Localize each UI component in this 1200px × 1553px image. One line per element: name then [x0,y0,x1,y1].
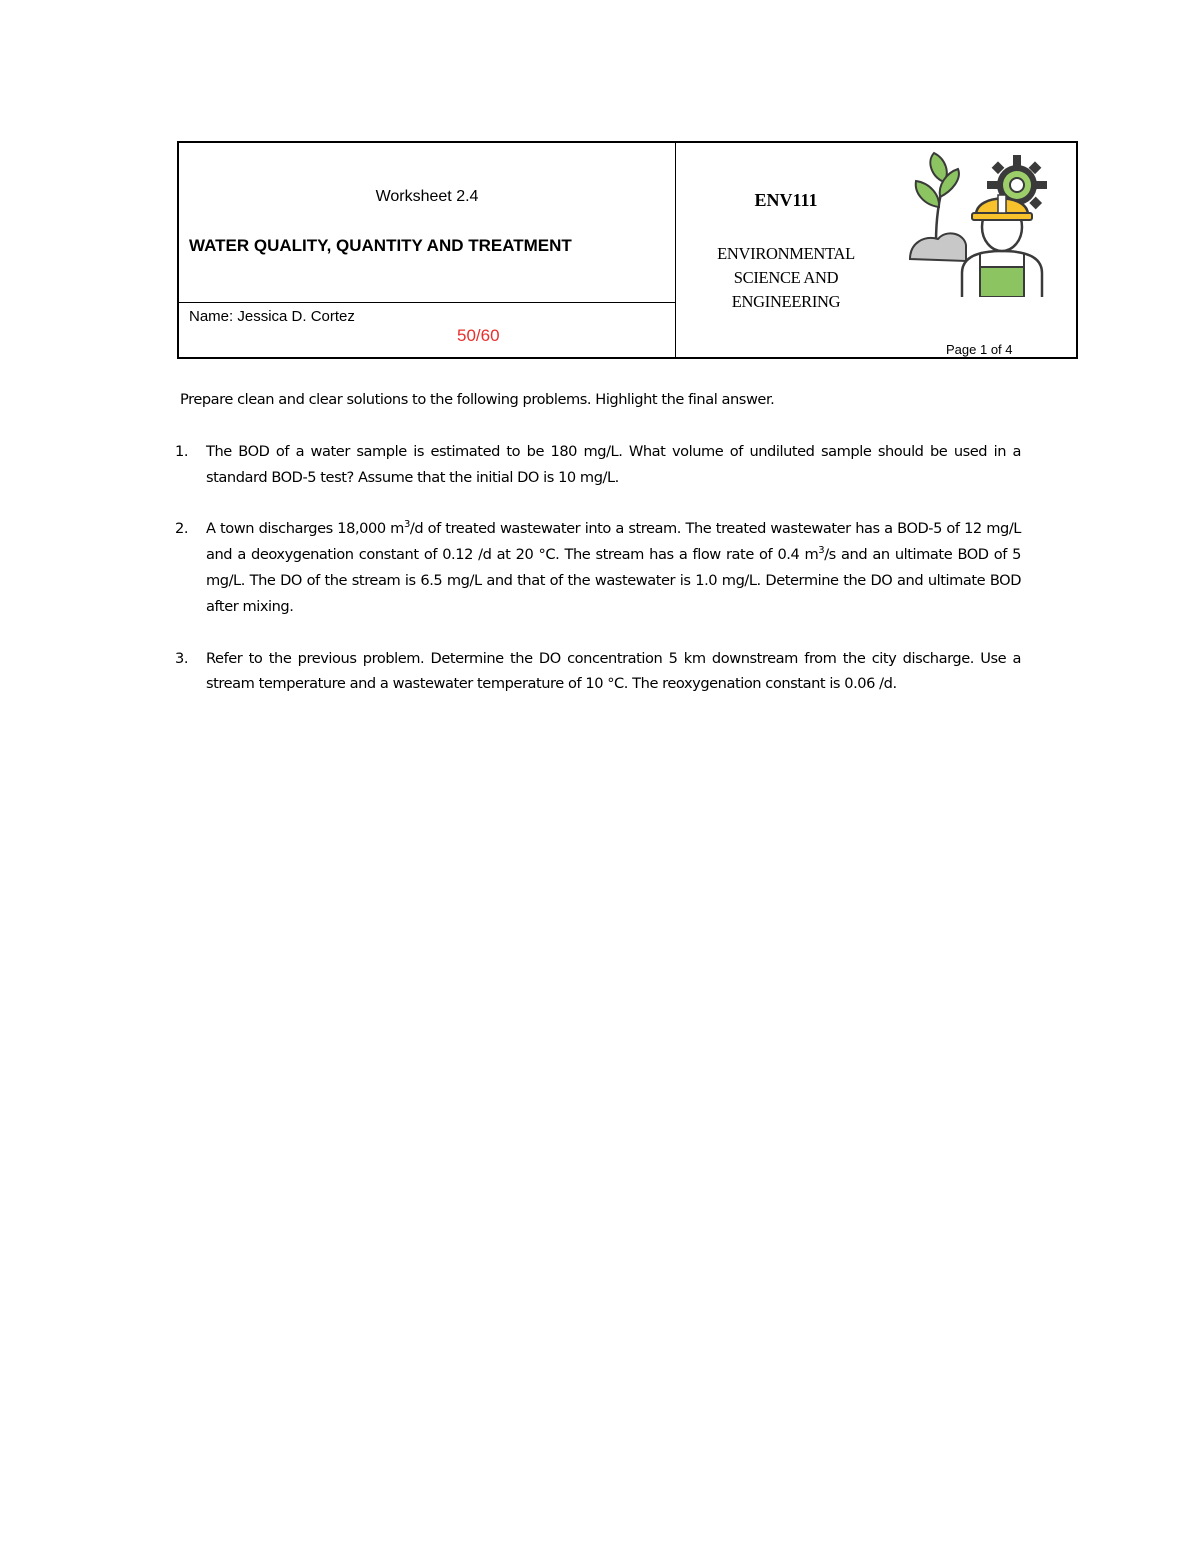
superscript: 3 [818,545,825,557]
problem-number: 2. [175,520,189,538]
score: 50/60 [457,326,500,345]
problem-text-part: A town discharges 18,000 m [206,520,404,538]
page-label: Page 1 of 4 [946,342,1013,357]
student-name: Name: Jessica D. Cortez [189,308,355,325]
problem-item [175,516,1021,619]
problem-text-part: /s and an ultimate BOD of 5 mg/L. The DO of the stream is 6.5 mg/L and that of the wastewater is 1.0 mg/L. Determine the DO and ultimate BOD after mixing. [206,546,1022,615]
problem-text-part: /d of treated wastewater into a stream. The treated wastewater has a BOD-5 of 12 mg/L and a deoxygenation constant of 0.12 /d at 20 °C. The stream has a flow rate of 0.4 m [206,520,1021,564]
course-code: ENV111 [754,190,818,210]
course-name-line: ENGINEERING [731,292,841,311]
title-cell [179,143,675,303]
problem-item [175,439,1021,491]
worksheet-title: WATER QUALITY, QUANTITY AND TREATMENT [189,236,572,255]
course-name-line: ENVIRONMENTAL [717,244,855,263]
problem-number: 3. [175,649,189,667]
course-name-line: SCIENCE AND [733,268,839,287]
course-name [706,242,866,314]
problem-list [175,439,1035,697]
instructions: Prepare clean and clear solutions to the following problems. Highlight the final answer. [180,391,775,408]
header-right-column [676,143,1076,357]
header-left-column [179,143,676,357]
worksheet-label: Worksheet 2.4 [375,188,479,205]
worksheet-header-table [177,141,1078,359]
problem-text: Refer to the previous problem. Determine the DO concentration 5 km downstream from the city discharge. Use a stream temperature and a wastewater temperature of 10 °C. The reoxygenation constant is 0.06 /d. [206,649,1021,693]
superscript: 3 [403,519,410,531]
problem-text [206,520,1021,614]
problem-item [175,646,1021,698]
engineer-plant-gear-icon [902,147,1052,297]
problem-number: 1. [175,442,189,460]
problem-text: The BOD of a water sample is estimated to be 180 mg/L. What volume of undiluted sample should be used in a standard BOD-5 test? Assume that the initial DO is 10 mg/L. [206,442,1021,486]
worksheet-content [175,387,1035,723]
